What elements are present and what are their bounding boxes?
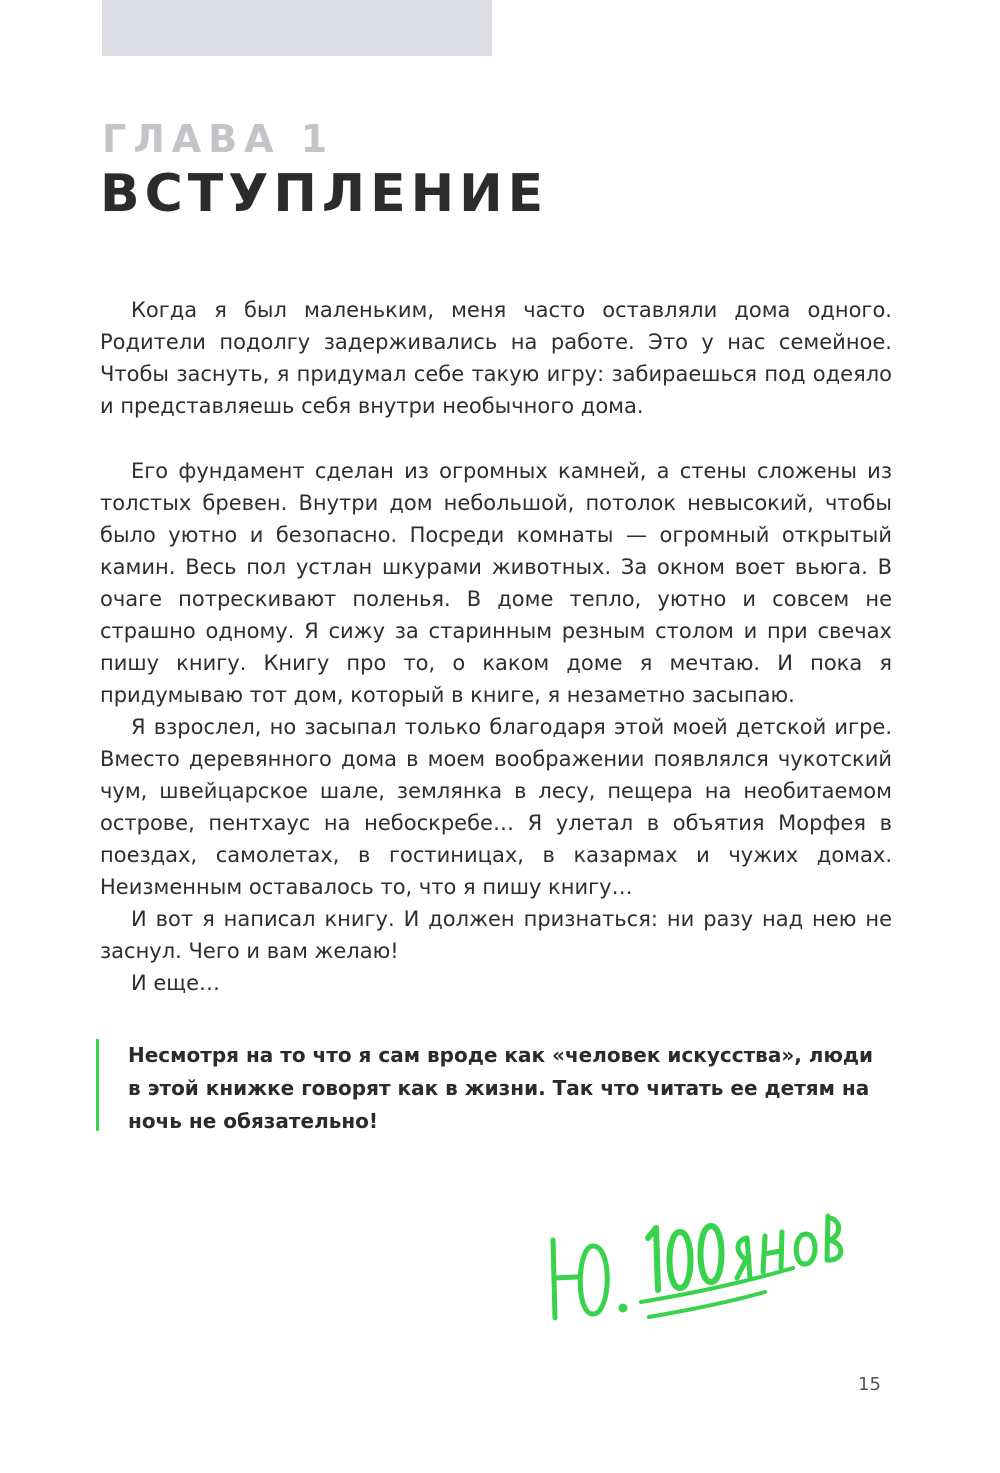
chapter-label: ГЛАВА 1 — [102, 117, 335, 161]
page-number: 15 — [858, 1374, 881, 1395]
chapter-title: ВСТУПЛЕНИЕ — [100, 164, 549, 224]
header-bar — [102, 0, 492, 56]
author-signature — [525, 1150, 885, 1340]
paragraph-5: И еще… — [131, 971, 221, 995]
intro-paragraph-block — [100, 294, 892, 422]
callout-text: Несмотря на то что я сам вроде как «человек искусства», люди в этой книжке говорят как в жизни. Так что читать ее детям на ночь не обязательно! — [128, 1043, 874, 1133]
paragraph-2: Его фундамент сделан из огромных камней, а стены сложены из толстых бревен. Внутри дом небольшой, потолок невысокий, чтобы было уютно и безопасно. Посреди комнаты — огромный открытый камин. Весь пол устлан шкурами животных. За окном воет вьюга. В очаге потрескивают поленья. В доме тепло, уютно и совсем не страшно одному. Я сижу за старинным резным столом и при свечах пишу книгу. Книгу про то, о каком доме я мечтаю. И пока я придумываю тот дом, который в книге, я незаметно засыпаю. — [100, 459, 892, 707]
paragraph-1: Когда я был маленьким, меня часто оставляли дома одного. Родители подолгу задерживались на работе. Это у нас семейное. Чтобы заснуть, я придумал себе такую игру: забираешься под одеяло и представляешь себя внутри необычного дома. — [100, 298, 892, 418]
callout-note — [96, 1039, 886, 1131]
callout-accent-bar — [96, 1039, 99, 1131]
paragraph-3: Я взрослел, но засыпал только благодаря этой моей детской игре. Вместо деревянного дома в моем воображении появлялся чукотский чум, швейцарское шале, землянка в лесу, пещера на необитаемом острове, пентхаус на небоскребе… Я улетал в объятия Морфея в поездах, самолетах, в гостиницах, в казармах и чужих домах. Неизменным оставалось то, что я пишу книгу… — [100, 715, 892, 899]
paragraph-4: И вот я написал книгу. И должен признаться: ни разу над нею не заснул. Чего и вам желаю! — [100, 907, 892, 963]
main-paragraph-block — [100, 455, 892, 999]
